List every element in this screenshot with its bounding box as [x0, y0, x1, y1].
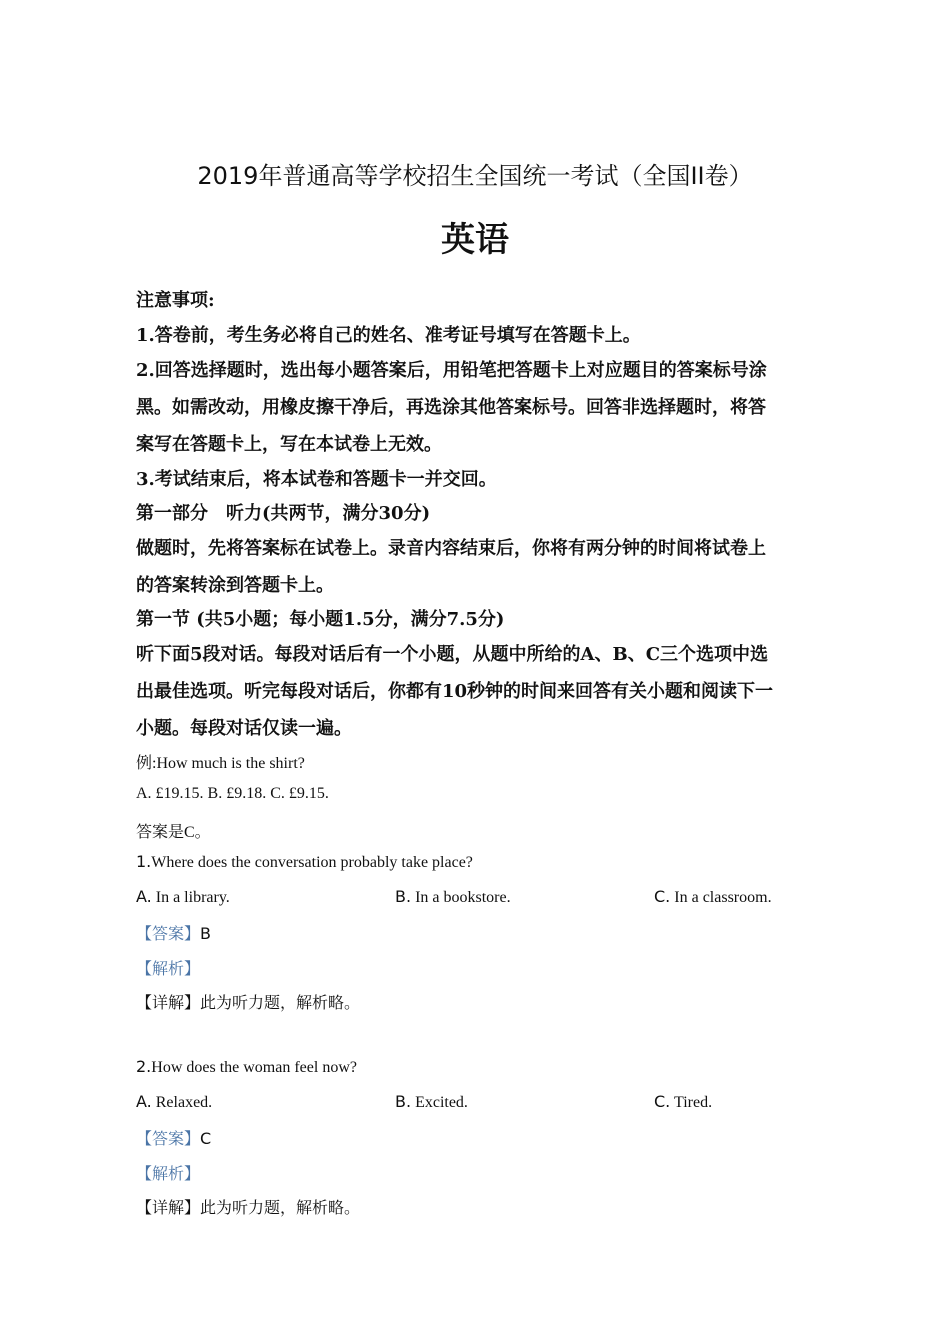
q1-analysis-label: 【解析】 [136, 961, 201, 978]
question-1 [136, 852, 473, 872]
example-question: 例:How much is the shirt? [136, 755, 305, 772]
question-text: How does the woman feel now? [151, 1059, 357, 1076]
detail-label: 【详解】 [136, 995, 201, 1012]
answer-label: 【答案】 [136, 1131, 201, 1148]
notes-heading: 注意事项: [136, 290, 215, 311]
question-2 [136, 1057, 357, 1077]
q1-option-a: A. In a library. [136, 887, 230, 906]
section1-heading: 第一节 (共5小题；每小题1.5分，满分7.5分) [136, 609, 505, 630]
q1-option-c: C. In a classroom. [654, 887, 772, 906]
q2-answer [136, 1126, 211, 1149]
note-line-2c: 案写在答题卡上，写在本试卷上无效。 [136, 434, 442, 455]
answer-label: 【答案】 [136, 926, 201, 943]
note-line-3: 3.考试结束后，将本试卷和答题卡一并交回。 [136, 469, 497, 490]
example-options: A. £19.15. B. £9.18. C. £9.15. [136, 785, 329, 802]
detail-text: 此为听力题，解析略。 [200, 1200, 361, 1217]
part1-instruction-a: 做题时，先将答案标在试卷上。录音内容结束后，你将有两分钟的时间将试卷上 [136, 538, 766, 559]
section1-instruction-a: 听下面5段对话。每段对话后有一个小题，从题中所给的A、B、C三个选项中选 [136, 644, 769, 665]
note-line-2b: 黑。如需改动，用橡皮擦干净后，再选涂其他答案标号。回答非选择题时，将答 [136, 397, 766, 418]
q2-option-a: A. Relaxed. [136, 1092, 213, 1111]
exam-title: 2019年普通高等学校招生全国统一考试（全国II卷） [197, 162, 753, 190]
subject-title: 英语 [441, 220, 509, 260]
detail-text: 此为听力题，解析略。 [200, 995, 361, 1012]
q1-answer [136, 921, 211, 944]
q2-option-b: B. Excited. [395, 1092, 468, 1111]
answer-value: B [200, 924, 211, 943]
note-line-2a: 2.回答选择题时，选出每小题答案后，用铅笔把答题卡上对应题目的答案标号涂 [136, 360, 767, 381]
question-number: 2. [136, 1057, 152, 1076]
q2-detail [136, 1195, 360, 1218]
note-line-1: 1.答卷前，考生务必将自己的姓名、准考证号填写在答题卡上。 [136, 325, 641, 346]
section1-instruction-b: 出最佳选项。听完每段对话后，你都有10秒钟的时间来回答有关小题和阅读下一 [136, 681, 774, 702]
part1-heading: 第一部分 听力(共两节，满分30分) [136, 503, 431, 524]
example-answer: 答案是C。 [136, 824, 211, 841]
question-number: 1. [136, 852, 152, 871]
q2-analysis-label: 【解析】 [136, 1166, 201, 1183]
question-text: Where does the conversation probably take place? [151, 854, 473, 871]
q1-option-b: B. In a bookstore. [395, 887, 511, 906]
q2-option-c: C. Tired. [654, 1092, 713, 1111]
section1-instruction-c: 小题。每段对话仅读一遍。 [136, 718, 352, 739]
detail-label: 【详解】 [136, 1200, 201, 1217]
q1-detail [136, 990, 360, 1013]
answer-value: C [200, 1129, 212, 1148]
part1-instruction-b: 的答案转涂到答题卡上。 [136, 575, 334, 596]
